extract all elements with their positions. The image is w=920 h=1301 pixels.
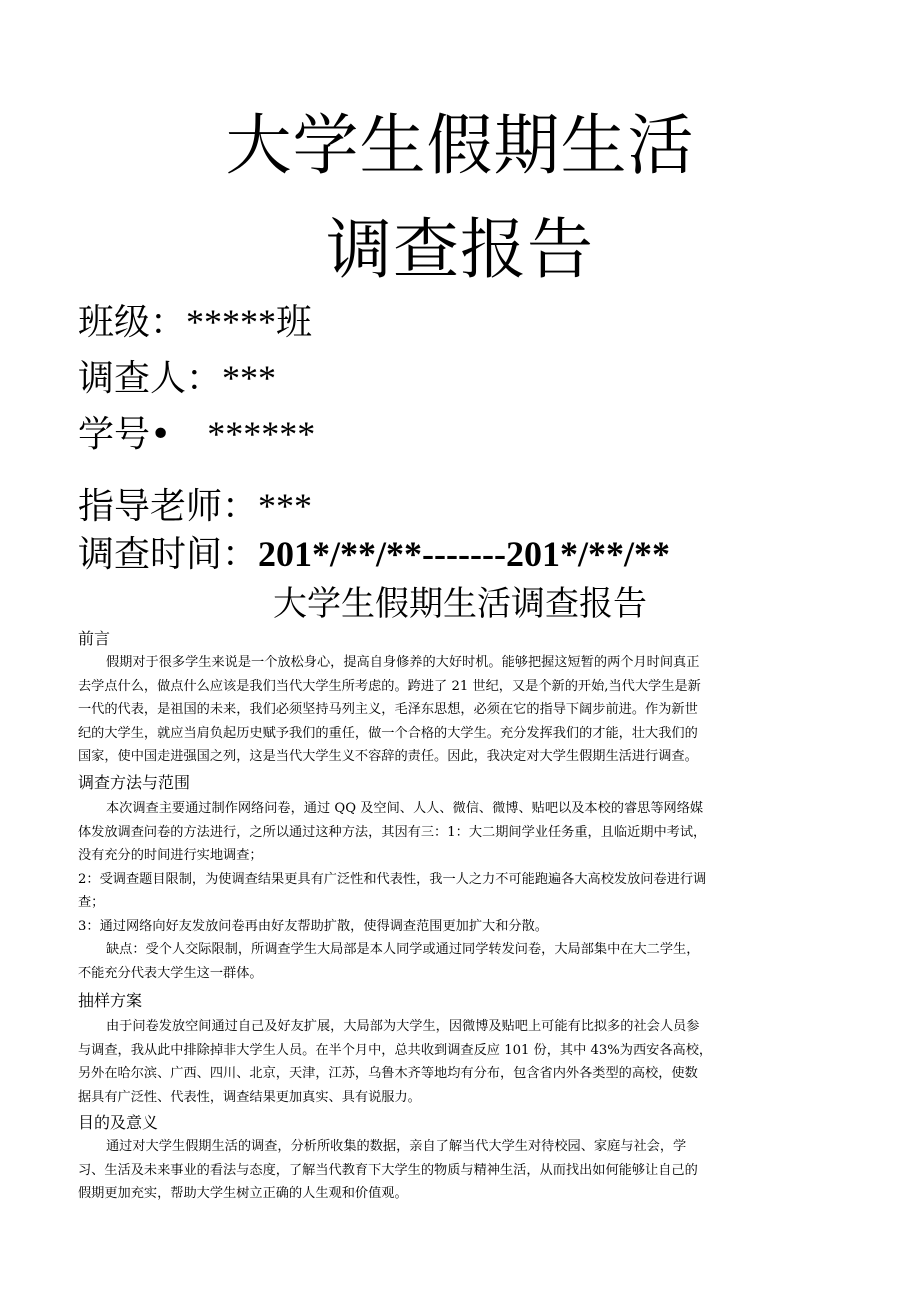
investigator-row — [78, 354, 276, 403]
method-line: 查； — [78, 895, 105, 910]
class-label: 班级： — [78, 302, 187, 343]
report-title: 大学生假期生活调查报告 — [273, 584, 647, 624]
advisor-row — [78, 482, 312, 531]
method-heading: 调查方法与范围 — [78, 773, 191, 792]
class-value: *****班 — [186, 302, 313, 342]
advisor-label: 指导老师： — [78, 486, 259, 527]
method-line: 缺点：受个人交际限制，所调查学生大局部是本人同学或通过同学转发问卷，大局部集中在大二学生， — [106, 942, 700, 957]
cover-title-line2: 调查报告 — [326, 211, 594, 288]
student-id-row — [78, 410, 315, 459]
sampling-line: 与调查，我从此中排除掉非大学生人员。在半个月中，总共收到调查反应 101 份，其中 43%为西安各高校， — [78, 1042, 713, 1058]
purpose-line: 假期更加充实，帮助大学生树立正确的人生观和价值观。 — [78, 1186, 408, 1201]
sampling-line: 由于问卷发放空间通过自己及好友扩展，大局部为大学生，因微博及贴吧上可能有比拟多的社会人员参 — [106, 1019, 700, 1034]
student-id-value: ****** — [207, 414, 316, 454]
method-line: 没有充分的时间进行实地调查； — [78, 848, 263, 863]
sampling-paragraph — [78, 1015, 818, 1109]
preface-line: 假期对于很多学生来说是一个放松身心，提高自身修养的大好时机。能够把握这短暂的两个月时间真正 — [106, 655, 700, 670]
method-paragraph — [78, 797, 818, 985]
preface-paragraph — [78, 651, 818, 769]
student-id-label: 学号• — [78, 414, 172, 455]
preface-line: 国家，使中国走进强国之列，这是当代大学生义不容辞的责任。因此，我决定对大学生假期生活进行调查。 — [78, 749, 698, 764]
preface-line: 纪的大学生，就应当肩负起历史赋予我们的重任，做一个合格的大学生。充分发挥我们的才能，壮大我们的 — [78, 725, 698, 741]
preface-line: 去学点什么，做点什么应该是我们当代大学生所考虑的。跨进了 21 世纪，又是个新的开始,当代大学生是新 — [78, 678, 701, 694]
method-line: 体发放调查问卷的方法进行，之所以通过这种方法，其因有三：1：大二期间学业任务重，且临近期中考试， — [78, 824, 707, 840]
purpose-line: 通过对大学生假期生活的调查，分析所收集的数据，亲自了解当代大学生对待校园、家庭与社会，学 — [106, 1139, 687, 1154]
method-line: 2：受调查题目限制，为使调查结果更具有广泛性和代表性，我一人之力不可能跑遍各大高校发放问卷进行调 — [78, 871, 707, 887]
sampling-line: 据具有广泛性、代表性，调查结果更加真实、具有说服力。 — [78, 1089, 421, 1105]
time-row — [78, 530, 670, 579]
method-line: 本次调查主要通过制作网络问卷，通过 QQ 及空间、人人、微信、微博、贴吧以及本校的睿思等网络媒 — [106, 801, 704, 816]
investigator-value: *** — [222, 358, 277, 398]
sampling-line: 另外在哈尔滨、广西、四川、北京，天津，江苏，乌鲁木齐等地均有分布，包含省内外各类型的高校，使数 — [78, 1066, 698, 1081]
method-line: 不能充分代表大学生这一群体。 — [78, 965, 263, 981]
purpose-heading: 目的及意义 — [78, 1113, 159, 1132]
investigator-label: 调查人： — [78, 358, 223, 399]
sampling-heading: 抽样方案 — [78, 991, 143, 1010]
method-line: 3：通过网络向好友发放问卷再由好友帮助扩散，使得调查范围更加扩大和分散。 — [78, 918, 548, 934]
purpose-line: 习、生活及未来事业的看法与态度，了解当代教育下大学生的物质与精神生活，从而找出如何能够让自己的 — [78, 1162, 698, 1178]
time-value: 201*/**/**-------201*/**/** — [258, 534, 670, 574]
preface-heading: 前言 — [78, 629, 111, 648]
preface-line: 一代的代表，是祖国的未来，我们必须坚持马列主义，毛泽东思想，必须在它的指导下阔步前进。作为新世 — [78, 702, 698, 717]
class-row — [78, 298, 312, 347]
cover-title-line1: 大学生假期生活 — [225, 107, 695, 184]
advisor-value: *** — [258, 486, 313, 526]
purpose-paragraph — [78, 1135, 818, 1206]
time-label: 调查时间： — [78, 534, 259, 575]
